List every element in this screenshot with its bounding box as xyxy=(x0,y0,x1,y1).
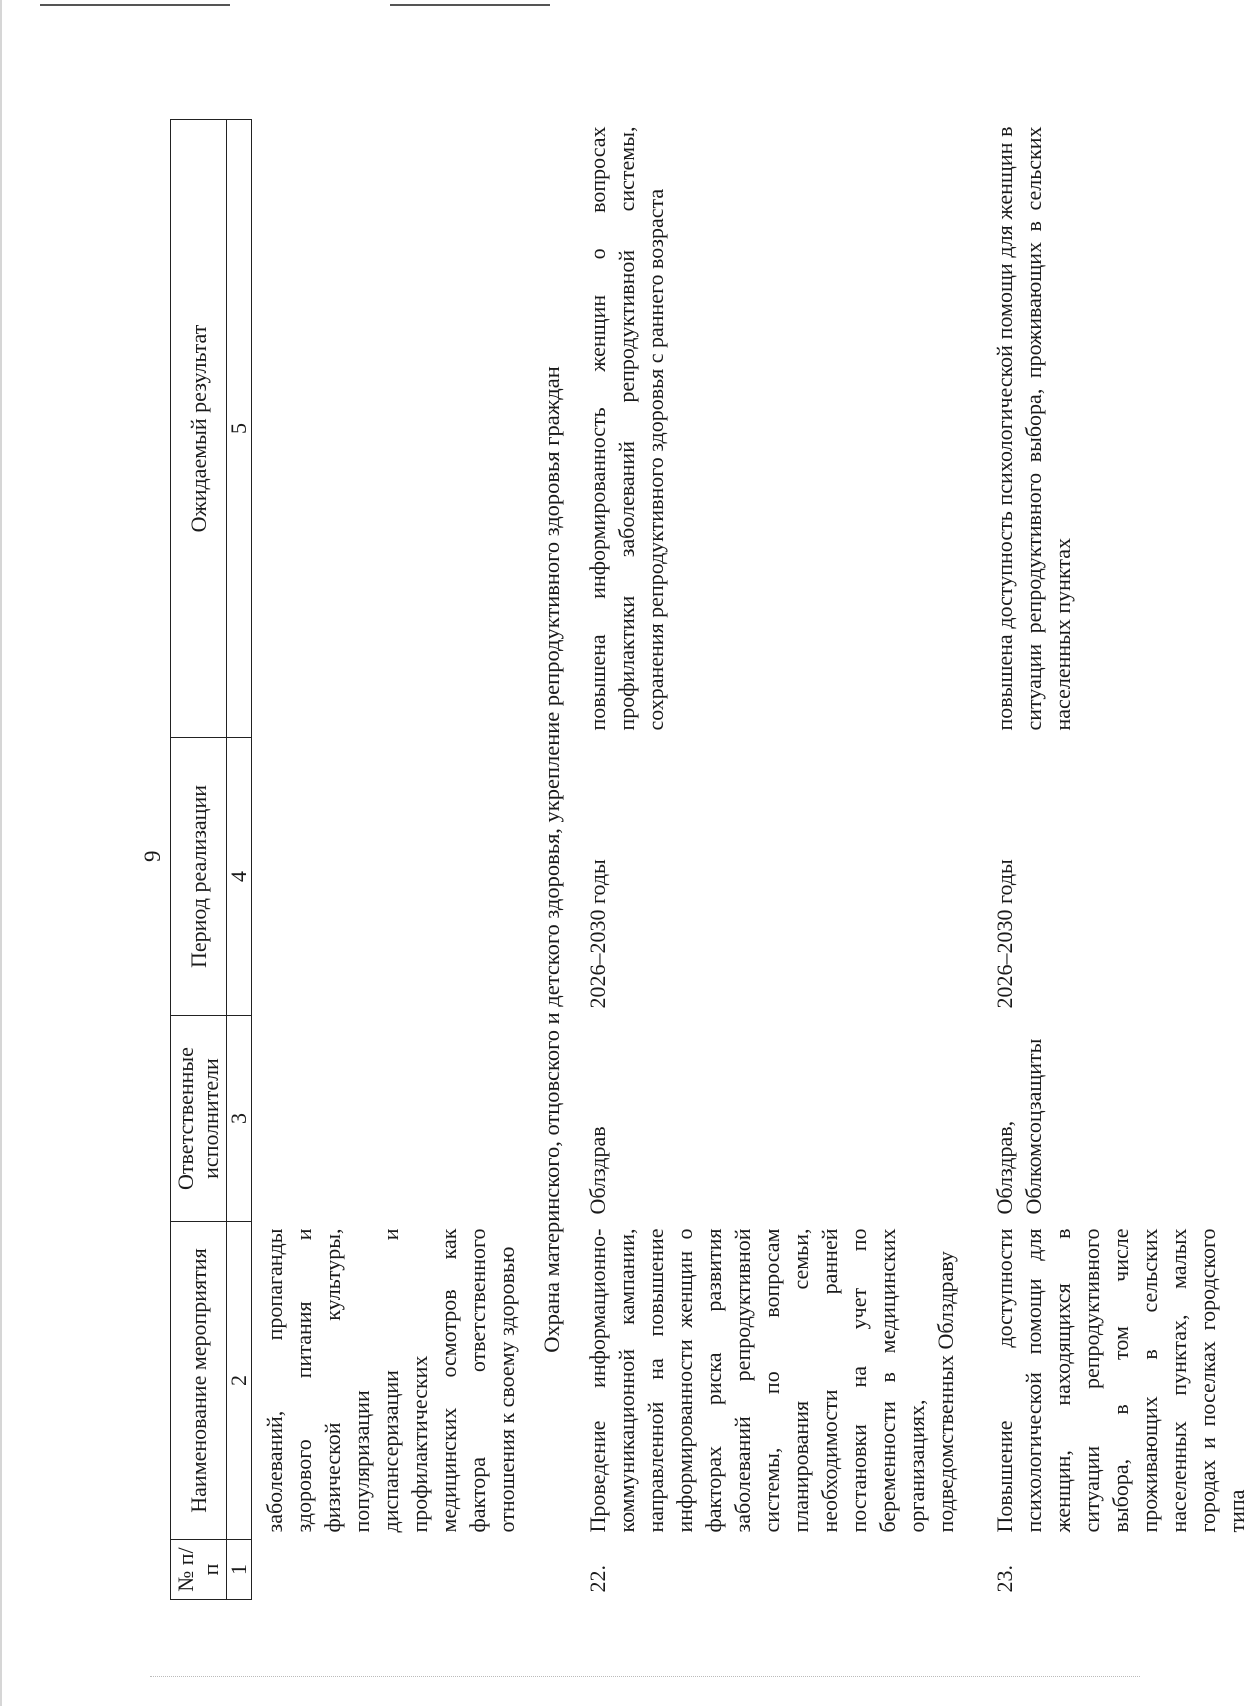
activities-table xyxy=(170,119,1259,1600)
continued-row-name: заболеваний, пропаганды здорового питания и физической культуры, популяризации диспансеризации и профилактических медицинских осмотров как фактора ответственного отношения к своему здоровью xyxy=(261,1228,520,1533)
table-row xyxy=(968,120,1259,1600)
row-executors: Облздрав xyxy=(584,1126,610,1215)
header-executors: Ответственные исполнители xyxy=(171,1016,227,1222)
section-title: Охрана материнского, отцовского и детского здоровья, укрепление репродуктивного здоровья граждан xyxy=(539,366,565,1353)
column-number-1: 1 xyxy=(226,1540,251,1600)
scan-artifact-left-edge xyxy=(0,0,2,1706)
scan-artifact-top-right xyxy=(390,4,550,6)
row-executors: Облздрав, Облкомсоцзащиты xyxy=(992,1038,1047,1215)
row-name: Повышение доступности психологической помощи для женщин, находящихся в ситуации репродуктивного выбора, в том числе проживающих в сельских населенных пунктах, малых городах и поселках городского типа xyxy=(992,1228,1250,1533)
row-name: Проведение информационно-коммуникационной кампании, направленной на повышение информированности женщин о факторах риска развития заболеваний репродуктивной системы, по вопросам планирования семьи, необходимости ранней постановки на учет по беременности в медицинских организациях, подведомственных Облздраву xyxy=(584,1228,959,1533)
row-number: 22. xyxy=(584,1565,610,1593)
row-number: 23. xyxy=(992,1565,1018,1593)
table-section-row xyxy=(529,120,575,1600)
row-result: повышена информированность женщин о вопросах профилактики заболеваний репродуктивной системы, сохранения репродуктивного здоровья с раннего возраста xyxy=(584,126,668,731)
row-result: повышена доступность психологической помощи для женщин в ситуации репродуктивного выбора, проживающих в сельских населенных пунктах xyxy=(992,126,1076,731)
header-result: Ожидаемый результат xyxy=(171,120,227,738)
table-row-continued xyxy=(251,120,529,1600)
column-number-3: 3 xyxy=(226,1016,251,1222)
row-period: 2026–2030 годы xyxy=(992,859,1018,1009)
row-period: 2026–2030 годы xyxy=(584,859,610,1009)
header-name: Наименование мероприятия xyxy=(171,1222,227,1540)
column-number-2: 2 xyxy=(226,1222,251,1540)
column-number-5: 5 xyxy=(226,120,251,738)
table-column-numbers-row xyxy=(226,120,251,1600)
table-row xyxy=(575,120,968,1600)
table-header-row xyxy=(171,120,227,1600)
header-number: № п/п xyxy=(171,1540,227,1600)
scan-artifact-top-left xyxy=(40,4,230,6)
page-number: 9 xyxy=(140,850,165,862)
header-period: Период реализации xyxy=(171,738,227,1016)
column-number-4: 4 xyxy=(226,738,251,1016)
rotated-document-page xyxy=(140,110,1250,1600)
scan-artifact-bottom xyxy=(150,1676,1140,1678)
